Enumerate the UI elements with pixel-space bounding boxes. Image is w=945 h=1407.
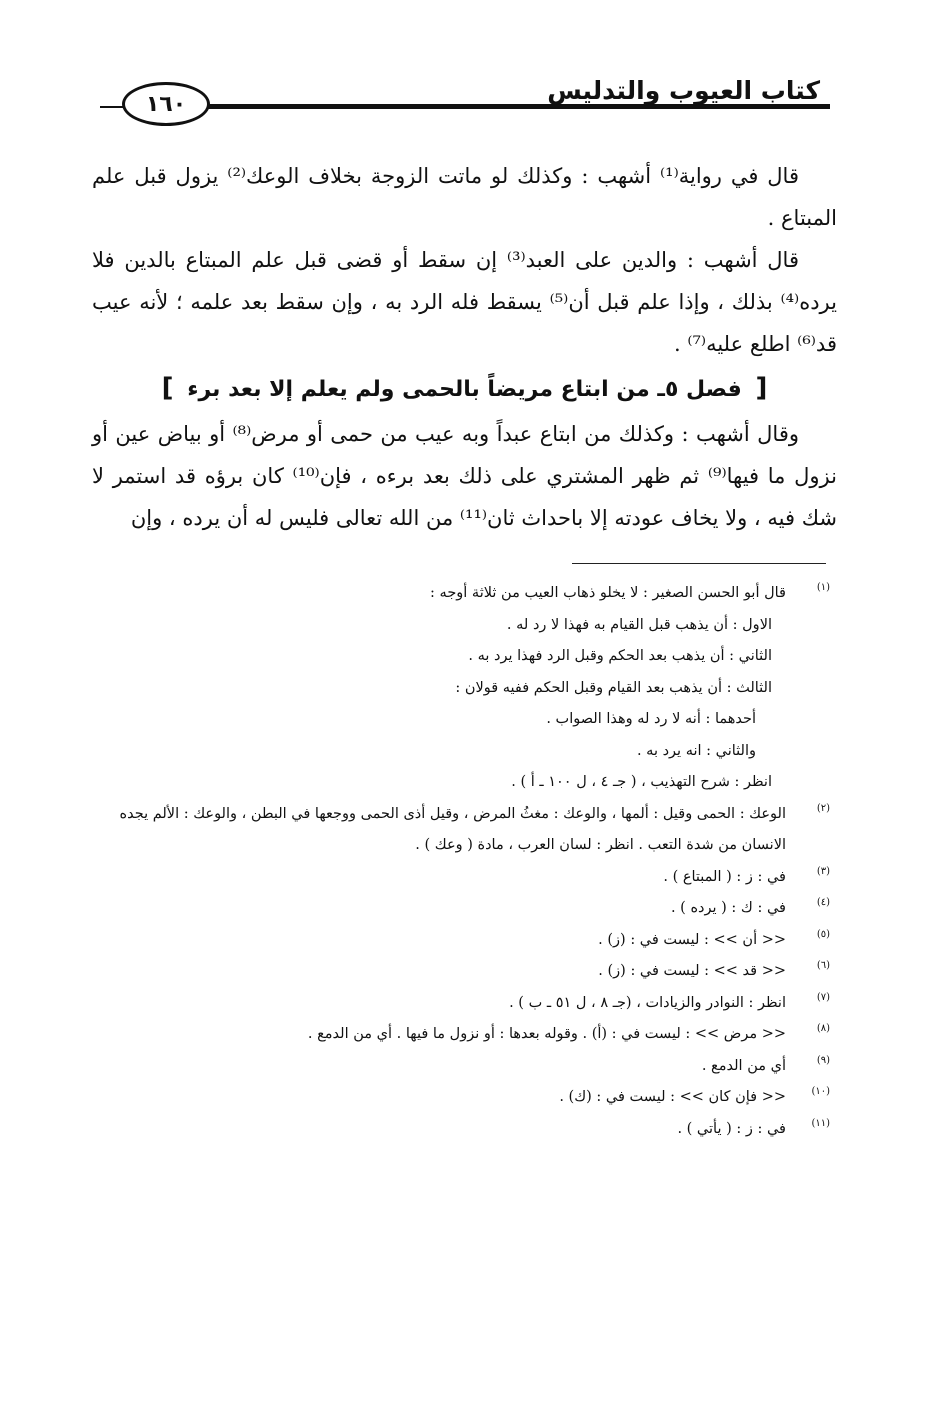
footnote-text: << أن >> : ليست في : (ز) . bbox=[598, 931, 786, 948]
footnote-10 bbox=[80, 1082, 830, 1114]
heading-bracket-open: [ bbox=[755, 373, 768, 403]
footnote-number: (٤) bbox=[816, 897, 830, 908]
footnote-8 bbox=[80, 1019, 830, 1051]
footnote-number: (١) bbox=[816, 582, 830, 593]
footnote-text: << مرض >> : ليست في : (أ) . وقوله بعدها : أو نزول ما فيها . أي من الدمع . bbox=[307, 1026, 786, 1042]
footnote-number: (١٠) bbox=[811, 1086, 830, 1097]
footnote-text: << فإن كان >> : ليست في : (ك) . bbox=[559, 1089, 786, 1105]
footnotes bbox=[80, 578, 830, 1145]
footnote-number: (٥) bbox=[816, 928, 830, 940]
footnote-text: انظر : النوادر والزيادات ، (جـ ٨ ، ل ٥١ ـ ب ) . bbox=[509, 994, 786, 1011]
footnote-separator bbox=[572, 563, 826, 564]
footnote-text: << قد >> : ليست في : (ز) . bbox=[598, 963, 786, 979]
footnote-number: (١١) bbox=[811, 1117, 830, 1129]
footnote-number: (٢) bbox=[816, 802, 830, 814]
footnote-9 bbox=[80, 1051, 830, 1083]
footnote-4 bbox=[80, 893, 830, 925]
section-heading bbox=[92, 365, 837, 413]
footnote-number: (٣) bbox=[816, 865, 830, 877]
footnote-number: (٧) bbox=[816, 991, 830, 1003]
main-text bbox=[92, 155, 837, 539]
footnote-7 bbox=[80, 988, 830, 1020]
footnote-line: الثالث : أن يذهب بعد القيام وقبل الحكم ففيه قولان : bbox=[455, 679, 772, 696]
page-header bbox=[100, 68, 830, 128]
footnote-text: في : ز : ( المبتاع ) . bbox=[663, 868, 786, 885]
footnote-line: الثاني : أن يذهب بعد الحكم وقبل الرد فهذا يرد به . bbox=[468, 648, 772, 664]
footnote-text: الوعك : الحمى وقيل : ألمها ، والوعك : مغثُ المرض ، وقيل أذى الحمى ووجعها في البطن ، والوعك : الألم يجده الانسان من شدة التعب . انظر : لسان العرب ، مادة ( وعك ) . bbox=[119, 805, 786, 853]
footnote-line: أحدهما : أنه لا رد له وهذا الصواب . bbox=[546, 711, 756, 727]
footnote-2 bbox=[80, 799, 830, 862]
footnote-number: (٩) bbox=[816, 1054, 830, 1066]
footnote-1 bbox=[80, 578, 830, 799]
footnote-number: (٨) bbox=[816, 1023, 830, 1034]
paragraph-3: وقال أشهب : وكذلك من ابتاع عبداً وبه عيب من حمى أو مرض⁽⁸⁾ أو بياض عين أو نزول ما فيها⁽⁹⁾ ثم ظهر المشتري على ذلك بعد برءه ، فإن⁽¹⁰⁾ كان برؤه قد استمر لا شك فيه ، ولا يخاف عودته إلا باحداث ثان⁽¹¹⁾ من الله تعالى فليس له أن يرده ، وإن bbox=[92, 422, 837, 530]
heading-text: فصل ٥ـ من ابتاع مريضاً بالحمى ولم يعلم إلا بعد برء bbox=[187, 377, 742, 402]
footnote-line: قال أبو الحسن الصغير : لا يخلو ذهاب العيب من ثلاثة أوجه : bbox=[430, 585, 786, 601]
footnote-6 bbox=[80, 956, 830, 988]
footnote-text: أي من الدمع . bbox=[701, 1057, 786, 1074]
footnote-text: في : ز : ( يأتي ) . bbox=[677, 1120, 786, 1137]
page-number: ١٦٠ bbox=[122, 82, 210, 126]
footnote-5 bbox=[80, 925, 830, 957]
footnote-11 bbox=[80, 1114, 830, 1146]
footnote-line: انظر : شرح التهذيب ، ( جـ ٤ ، ل ١٠٠ ـ أ ) . bbox=[511, 774, 772, 790]
footnote-text: في : ك : ( يرده ) . bbox=[670, 900, 786, 916]
footnote-number: (٦) bbox=[816, 960, 830, 971]
paragraph-2: قال أشهب : والدين على العبد⁽³⁾ إن سقط أو قضى قبل علم المبتاع بالدين فلا يرده⁽⁴⁾ بذلك ، وإذا علم قبل أن⁽⁵⁾ يسقط فله الرد به ، وإن سقط بعد علمه ؛ لأنه عيب قد⁽⁶⁾ اطلع عليه⁽⁷⁾ . bbox=[92, 248, 837, 356]
footnote-line: الاول : أن يذهب قبل القيام به فهذا لا رد له . bbox=[506, 616, 772, 633]
footnote-line: والثاني : انه يرد به . bbox=[636, 742, 756, 759]
paragraph-1: قال في رواية⁽¹⁾ أشهب : وكذلك لو ماتت الزوجة بخلاف الوعك⁽²⁾ يزول قبل علم المبتاع . bbox=[92, 164, 837, 230]
book-title: كتاب العيوب والتدليس bbox=[547, 76, 820, 105]
footnote-3 bbox=[80, 862, 830, 894]
heading-bracket-close: ] bbox=[161, 373, 174, 403]
